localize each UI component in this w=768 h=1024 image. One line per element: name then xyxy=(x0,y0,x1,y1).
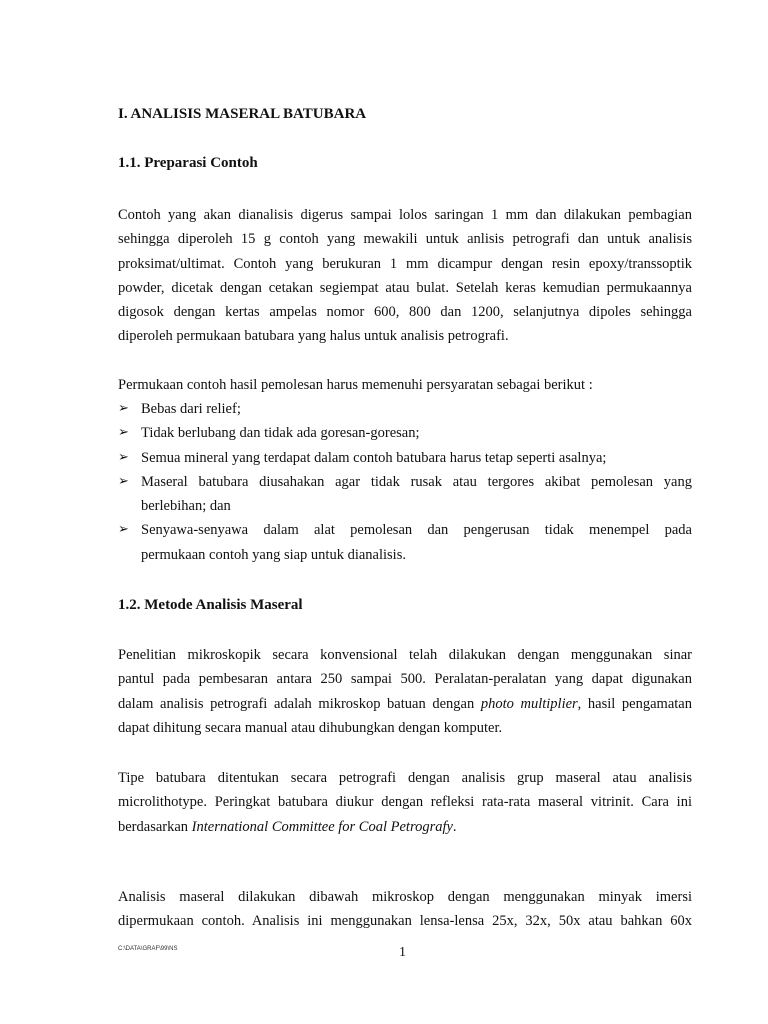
list-item-text: Maseral batubara diusahakan agar tidak rusak atau tergores akibat pemolesan yang xyxy=(141,473,692,490)
list-item-text: berlebihan; dan xyxy=(141,498,231,515)
paragraph-line: dapat dihitung secara manual atau dihubungkan dengan komputer. xyxy=(118,719,503,736)
paragraph-line: pantul pada pembesaran antara 250 sampai 500. Peralatan-peralatan yang dapat digunakan xyxy=(118,671,692,688)
section-heading-preparasi: 1.1. Preparasi Contoh xyxy=(118,155,258,171)
paragraph-line: proksimat/ultimat. Contoh yang berukuran 1 mm dicampur dengan resin epoxy/transsoptik xyxy=(118,255,692,272)
paragraph-tipe-batubara xyxy=(118,766,692,839)
arrow-bullet-icon: ➢ xyxy=(118,425,129,441)
paragraph-line: Permukaan contoh hasil pemolesan harus memenuhi persyaratan sebagai berikut : xyxy=(118,377,593,393)
page-number: 1 xyxy=(399,945,406,960)
paragraph-line: Penelitian mikroskopik secara konvensional telah dilakukan dengan menggunakan sinar xyxy=(118,647,692,663)
list-item xyxy=(118,397,692,421)
italic-term: photo multiplier xyxy=(480,695,578,712)
paragraph-line: diperoleh permukaan batubara yang halus untuk analisis petrografi. xyxy=(118,328,509,345)
requirements-list xyxy=(118,397,692,567)
list-item-text: Bebas dari relief; xyxy=(141,401,241,417)
footer-file-path: C:\DATA\GRAF\99\NS xyxy=(118,946,178,952)
italic-term: International Committee for Coal Petrografy xyxy=(191,818,453,835)
arrow-bullet-icon: ➢ xyxy=(118,401,129,416)
paragraph-analisis-maseral xyxy=(118,885,692,934)
arrow-bullet-icon: ➢ xyxy=(118,473,129,489)
paragraph-line: berdasarkan International Committee for Coal Petrografy. xyxy=(118,818,457,835)
paragraph-line: Analisis maseral dilakukan dibawah mikroskop dengan menggunakan minyak imersi xyxy=(118,889,692,905)
list-item-text: Senyawa-senyawa dalam alat pemolesan dan pengerusan tidak menempel pada xyxy=(141,522,692,539)
paragraph-line: sehingga diperoleh 15 g contoh yang mewakili untuk anlisis petrografi dan untuk analisis xyxy=(118,231,692,248)
paragraph-line: microlithotype. Peringkat batubara diukur dengan refleksi rata-rata maseral vitrinit. Cara ini xyxy=(118,794,692,811)
paragraph-line: dalam analisis petrografi adalah mikroskop batuan dengan photo multiplier, hasil pengamatan xyxy=(118,695,692,712)
paragraph-persyaratan xyxy=(118,373,692,397)
document-title: I. ANALISIS MASERAL BATUBARA xyxy=(118,106,367,122)
paragraph-line: digosok dengan kertas ampelas nomor 600, 800 dan 1200, selanjutnya dipoles sehingga xyxy=(118,304,692,321)
arrow-bullet-icon: ➢ xyxy=(118,449,129,465)
paragraph-preparasi xyxy=(118,203,692,349)
list-item-text: Tidak berlubang dan tidak ada goresan-goresan; xyxy=(141,425,420,442)
paragraph-line: Contoh yang akan dianalisis digerus sampai lolos saringan 1 mm dan dilakukan pembagian xyxy=(118,207,692,223)
list-item xyxy=(118,421,692,445)
list-item xyxy=(118,446,692,470)
list-item-text: permukaan contoh yang siap untuk dianalisis. xyxy=(141,546,406,563)
section-heading-metode: 1.2. Metode Analisis Maseral xyxy=(118,597,303,613)
arrow-bullet-icon: ➢ xyxy=(118,522,129,538)
paragraph-line: Tipe batubara ditentukan secara petrografi dengan analisis grup maseral atau analisis xyxy=(118,770,692,786)
list-item xyxy=(118,518,692,567)
paragraph-line: powder, dicetak dengan cetakan segiempat atau bulat. Setelah keras kemudian permukaannya xyxy=(118,279,692,296)
list-item xyxy=(118,470,692,519)
paragraph-line: dipermukaan contoh. Analisis ini menggunakan lensa-lensa 25x, 32x, 50x atau bahkan 60x xyxy=(118,913,692,930)
list-item-text: Semua mineral yang terdapat dalam contoh batubara harus tetap seperti asalnya; xyxy=(141,449,607,466)
document-page xyxy=(118,0,692,1024)
paragraph-penelitian xyxy=(118,643,692,740)
